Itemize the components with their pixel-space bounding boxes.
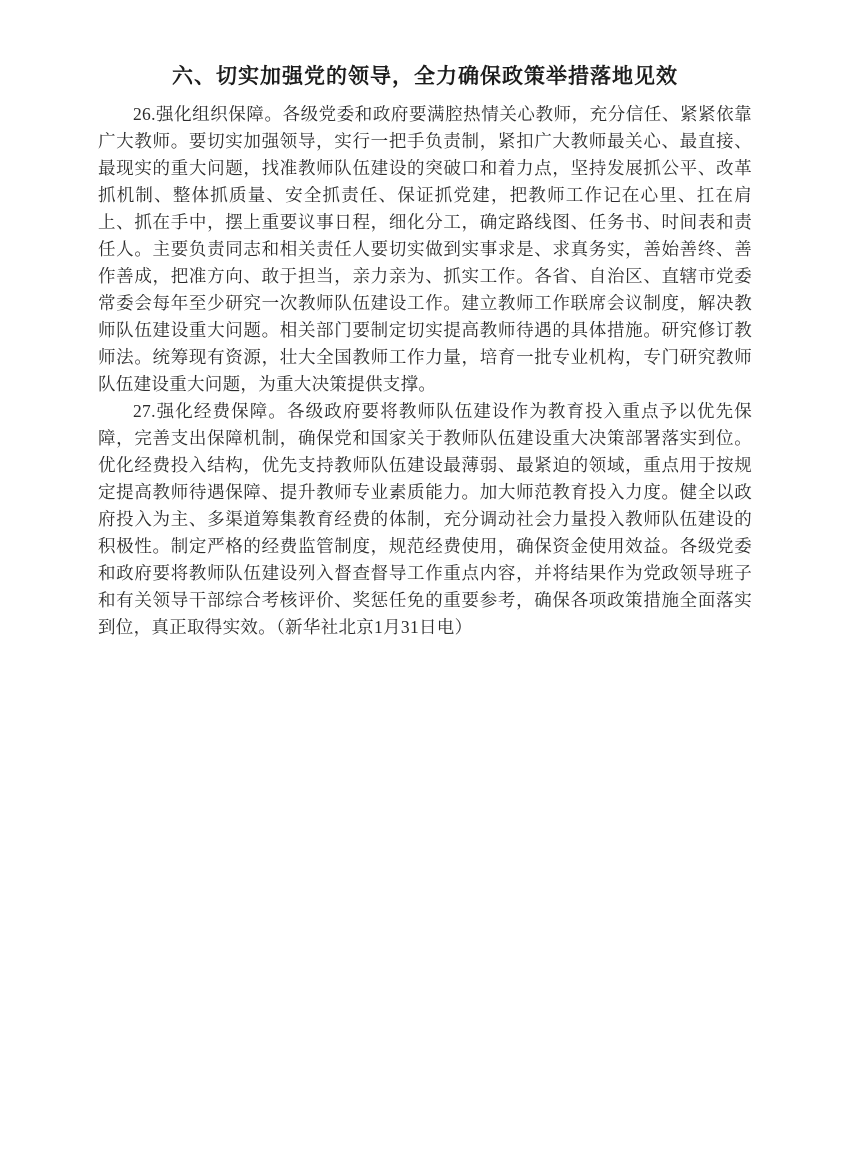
paragraph-item-27: 27.强化经费保障。各级政府要将教师队伍建设作为教育投入重点予以优先保障，完善支出保障机制，确保党和国家关于教师队伍建设重大决策部署落实到位。优化经费投入结构，优先支持教师队伍建设最薄弱、最紧迫的领域，重点用于按规定提高教师待遇保障、提升教师专业素质能力。加大师范教育投入力度。健全以政府投入为主、多渠道筹集教育经费的体制，充分调动社会力量投入教师队伍建设的积极性。制定严格的经费监管制度，规范经费使用，确保资金使用效益。各级党委和政府要将教师队伍建设列入督查督导工作重点内容，并将结果作为党政领导班子和有关领导干部综合考核评价、奖惩任免的重要参考，确保各项政策措施全面落实到位，真正取得实效。（新华社北京1月31日电） (98, 401, 752, 637)
paragraph-item-26: 26.强化组织保障。各级党委和政府要满腔热情关心教师，充分信任、紧紧依靠广大教师。要切实加强领导，实行一把手负责制，紧扣广大教师最关心、最直接、最现实的重大问题，找准教师队伍建设的突破口和着力点，坚持发展抓公平、改革抓机制、整体抓质量、安全抓责任、保证抓党建，把教师工作记在心里、扛在肩上、抓在手中，摆上重要议事日程，细化分工，确定路线图、任务书、时间表和责任人。主要负责同志和相关责任人要切实做到实事求是、求真务实，善始善终、善作善成，把准方向、敢于担当，亲力亲为、抓实工作。各省、自治区、直辖市党委常委会每年至少研究一次教师队伍建设工作。建立教师工作联席会议制度，解决教师队伍建设重大问题。相关部门要制定切实提高教师待遇的具体措施。研究修订教师法。统筹现有资源，壮大全国教师工作力量，培育一批专业机构，专门研究教师队伍建设重大问题，为重大决策提供支撑。 (98, 104, 752, 394)
document-body (98, 101, 752, 641)
section-heading: 六、切实加强党的领导，全力确保政策举措落地见效 (172, 65, 678, 88)
